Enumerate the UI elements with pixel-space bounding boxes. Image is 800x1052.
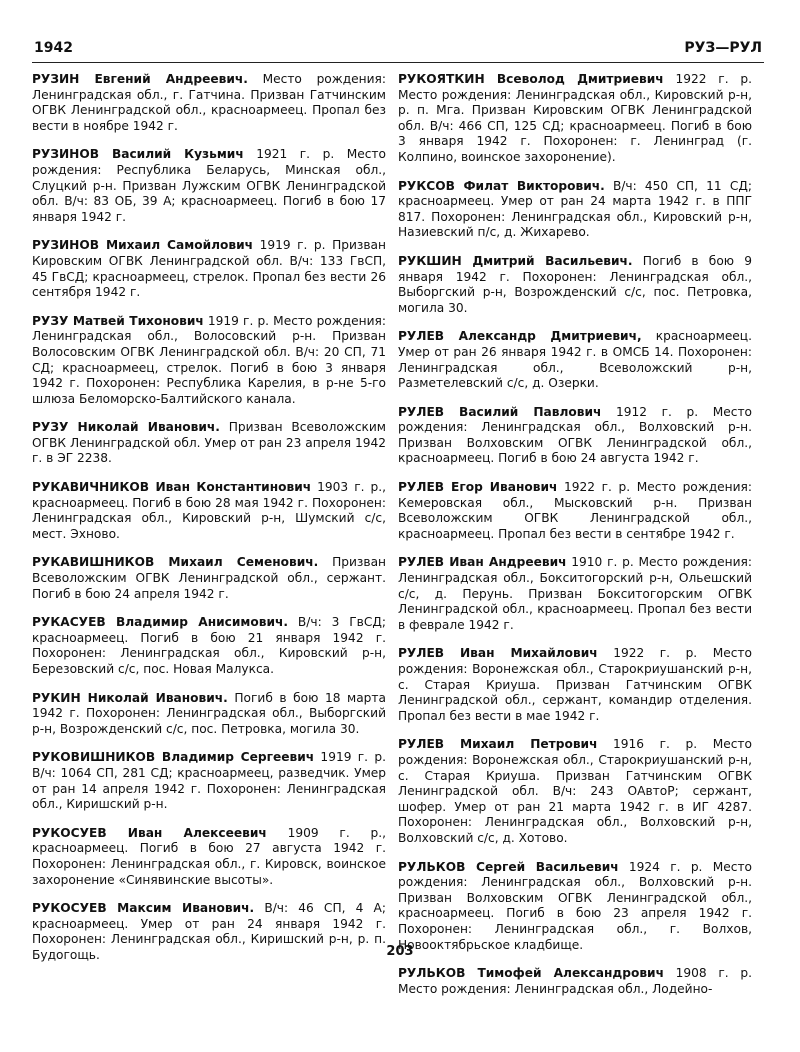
entry-name: РУЛЕВ Александр Дмитриевич, <box>398 329 642 344</box>
running-header-range: РУЗ—РУЛ <box>684 40 762 56</box>
entry-name: РУЗУ Матвей Тихонович <box>32 313 204 328</box>
entry-name: РУЛЕВ Василий Павлович <box>398 404 602 419</box>
entry-name: РУКОСУЕВ Максим Иванович. <box>32 901 255 916</box>
entry <box>398 254 752 316</box>
entry <box>32 314 386 408</box>
entry-text: 1903 г. р., красноармеец. Погиб в бою 28 мая 1942 г. Похоронен: Ленинградская обл., Кировский р-н, Шумский с/с, мест. Эхново. <box>32 480 386 541</box>
entry-text: 1921 г. р. Место рождения: Республика Беларусь, Минская обл., Слуцкий р-н. Призван Лужским ОГВК Ленинградской обл. В/ч: 83 ОБ, 39 А; красноармеец. Погиб в бою 17 января 1942 г. <box>32 147 386 224</box>
entry-text: В/ч: 3 ГвСД; красноармеец. Погиб в бою 21 января 1942 г. Похоронен: Ленинградская обл., Кировский р-н, Березовский с/с, пос. Новая Малукса. <box>32 615 387 676</box>
entry <box>398 179 752 241</box>
entry-text: 1909 г. р., красноармеец. Погиб в бою 27 августа 1942 г. Похоронен: Ленинградская обл., г. Кировск, воинское захоронение «Синявинские высоты». <box>32 825 386 887</box>
entry-name: РУКОСУЕВ Иван Алексеевич <box>32 825 267 840</box>
header-rule <box>32 62 764 63</box>
entry <box>32 826 386 888</box>
entry-text: 1912 г. р. Место рождения: Ленинградская обл., Волховский р-н. Призван Волховским ОГВК Ленинградской обл., красноармеец. Погиб в бою 24 августа 1942 г. <box>398 404 753 466</box>
entry-text: 1908 г. р. Место рождения: Ленинградская обл., Лодейно- <box>398 966 752 996</box>
entry-text: 1922 г. р. Место рождения: Воронежская обл., Старокриушанский р-н, с. Старая Криуша. Призван Гатчинским ОГВК Ленинградской обл., сержант, командир отделения. Пропал без вести в мае 1942 г. <box>398 646 752 723</box>
entry <box>398 646 752 724</box>
entry-name: РУКШИН Дмитрий Васильевич. <box>398 253 633 268</box>
entry-text: В/ч: 450 СП, 11 СД; красноармеец. Умер от ран 24 марта 1942 г. в ППГ 817. Похоронен: Ленинградская обл., Кировский р-н, Назиевский п/с, д. Жихарево. <box>398 178 752 240</box>
entry-name: РУЗИНОВ Василий Кузьмич <box>32 147 244 162</box>
entry-text: 1919 г. р. Призван Кировским ОГВК Ленинградской обл. В/ч: 133 ГвСП, 45 ГвСД; красноармеец, стрелок. Пропал без вести 26 сентября 1942 г. <box>32 238 386 300</box>
entry-name: РУКОВИШНИКОВ Владимир Сергеевич <box>32 750 315 765</box>
entry <box>32 147 386 225</box>
entry-text: 1922 г. р. Место рождения: Кемеровская обл., Мысковский р-н. Призван Всеволожским ОГВК Ленинградской обл., красноармеец. Пропал без вести в сентябре 1942 г. <box>398 480 752 541</box>
entry <box>398 329 752 391</box>
entry-text: Погиб в бою 9 января 1942 г. Похоронен: Ленинградская обл., Выборгский р-н, Возрожденский с/с, пос. Петровка, могила 30. <box>398 253 752 315</box>
entry-name: РУКОЯТКИН Всеволод Дмитриевич <box>398 72 664 86</box>
entry <box>32 238 386 300</box>
entry-name: РУКАСУЕВ Владимир Анисимович. <box>32 615 289 630</box>
entry-name: РУКАВИШНИКОВ Михаил Семенович. <box>32 555 319 570</box>
entry <box>398 405 752 467</box>
left-column <box>32 72 386 977</box>
entry-name: РУЛЕВ Михаил Петрович <box>398 737 598 752</box>
entry <box>32 555 386 602</box>
running-header-year: 1942 <box>34 40 73 56</box>
entry <box>398 480 752 542</box>
entry <box>398 72 752 166</box>
entry-name: РУЛЬКОВ Тимофей Александрович <box>398 966 664 981</box>
entry-name: РУЛЕВ Егор Иванович <box>398 480 558 495</box>
right-column <box>398 72 752 1010</box>
entry-name: РУЛЕВ Иван Михайлович <box>398 646 598 661</box>
entry-text: Призван Всеволожским ОГВК Ленинградской обл. Умер от ран 23 апреля 1942 г. в ЭГ 2238. <box>32 420 386 466</box>
entry <box>398 860 752 954</box>
entry <box>32 480 386 542</box>
entry-name: РУЛЕВ Иван Андреевич <box>398 555 567 570</box>
entry-text: 1910 г. р. Место рождения: Ленинградская обл., Бокситогорский р-н, Ольешский с/с, д. Перунь. Призван Бокситогорским ОГВК Ленинградской обл., красноармеец. Пропал без вести в феврале 1942 г. <box>398 555 752 632</box>
entry-text: Погиб в бою 18 марта 1942 г. Похоронен: Ленинградская обл., Выборгский р-н, Возрожденский с/с, пос. Петровка, могила 30. <box>32 690 386 736</box>
entry-name: РУЗИНОВ Михаил Самойлович <box>32 238 254 253</box>
entry <box>398 555 752 633</box>
entry-name: РУЛЬКОВ Сергей Васильевич <box>398 859 619 874</box>
entry <box>32 691 386 738</box>
entry-name: РУЗИН Евгений Андреевич. <box>32 72 248 86</box>
entry-text: В/ч: 46 СП, 4 А; красноармеец. Умер от ран 24 января 1942 г. Похоронен: Ленинградская обл., Киришский р-н, р. п. Будогощь. <box>32 901 386 962</box>
entry-text: Место рождения: Ленинградская обл., г. Гатчина. Призван Гатчинским ОГВК Ленинградской обл., красноармеец. Пропал без вести в ноябре 1942 г. <box>32 72 386 133</box>
entry-text: 1924 г. р. Место рождения: Ленинградская обл., Волховский р-н. Призван Волховским ОГВК Ленинградской обл., красноармеец. Погиб в бою 23 апреля 1942 г. Похоронен: Ленинградская обл., г. Волхов, Новооктябрьское кладбище. <box>398 859 752 952</box>
entry <box>32 72 386 134</box>
entry-name: РУКИН Николай Иванович. <box>32 690 228 705</box>
entry <box>32 750 386 812</box>
entry-text: 1916 г. р. Место рождения: Воронежская обл., Старокриушанский р-н, с. Старая Криуша. Призван Гатчинским ОГВК Ленинградской обл. В/ч: 243 ОАвтоР; сержант, шофер. Умер от ран 21 марта 1942 г. в ИГ 4287. Похоронен: Ленинградская обл., Волховский р-н, Волховский с/с, д. Хотово. <box>398 737 752 845</box>
entry-text: 1919 г. р. Место рождения: Ленинградская обл., Волосовский р-н. Призван Волосовским ОГВК Ленинградской обл. В/ч: 20 СП, 71 СД; красноармеец, стрелок. Погиб в бою 3 января 1942 г. Похоронен: Республика Карелия, в р-не 5-го шлюза Беломорско-Балтийского канала. <box>32 313 386 406</box>
entry-text: 1922 г. р. Место рождения: Ленинградская обл., Кировский р-н, р. п. Мга. Призван Кировским ОГВК Ленинградской обл. В/ч: 466 СП, 125 СД; красноармеец. Погиб в бою 3 января 1942 г. Похоронен: г. Ленинград (г. Колпино, воинское захоронение). <box>398 72 752 164</box>
entry-text: 1919 г. р. В/ч: 1064 СП, 281 СД; красноармеец, разведчик. Умер от ран 14 апреля 1942 г. Похоронен: Ленинградская обл., Киришский р-н. <box>32 750 386 812</box>
entry-text: Призван Всеволожским ОГВК Ленинградской обл., сержант. Погиб в бою 24 апреля 1942 г. <box>32 555 387 601</box>
entry <box>32 615 386 677</box>
entry <box>32 420 386 467</box>
entry-name: РУЗУ Николай Иванович. <box>32 420 220 435</box>
entry <box>398 737 752 846</box>
page-number: 203 <box>386 944 414 959</box>
entry <box>398 966 752 997</box>
entry-text: красноармеец. Умер от ран 26 января 1942 г. в ОМСБ 14. Похоронен: Ленинградская обл., Всеволожский р-н, Разметелевский с/с, д. Озерки. <box>398 329 752 391</box>
entry-name: РУКСОВ Филат Викторович. <box>398 178 605 193</box>
entry-name: РУКАВИЧНИКОВ Иван Константинович <box>32 480 312 495</box>
